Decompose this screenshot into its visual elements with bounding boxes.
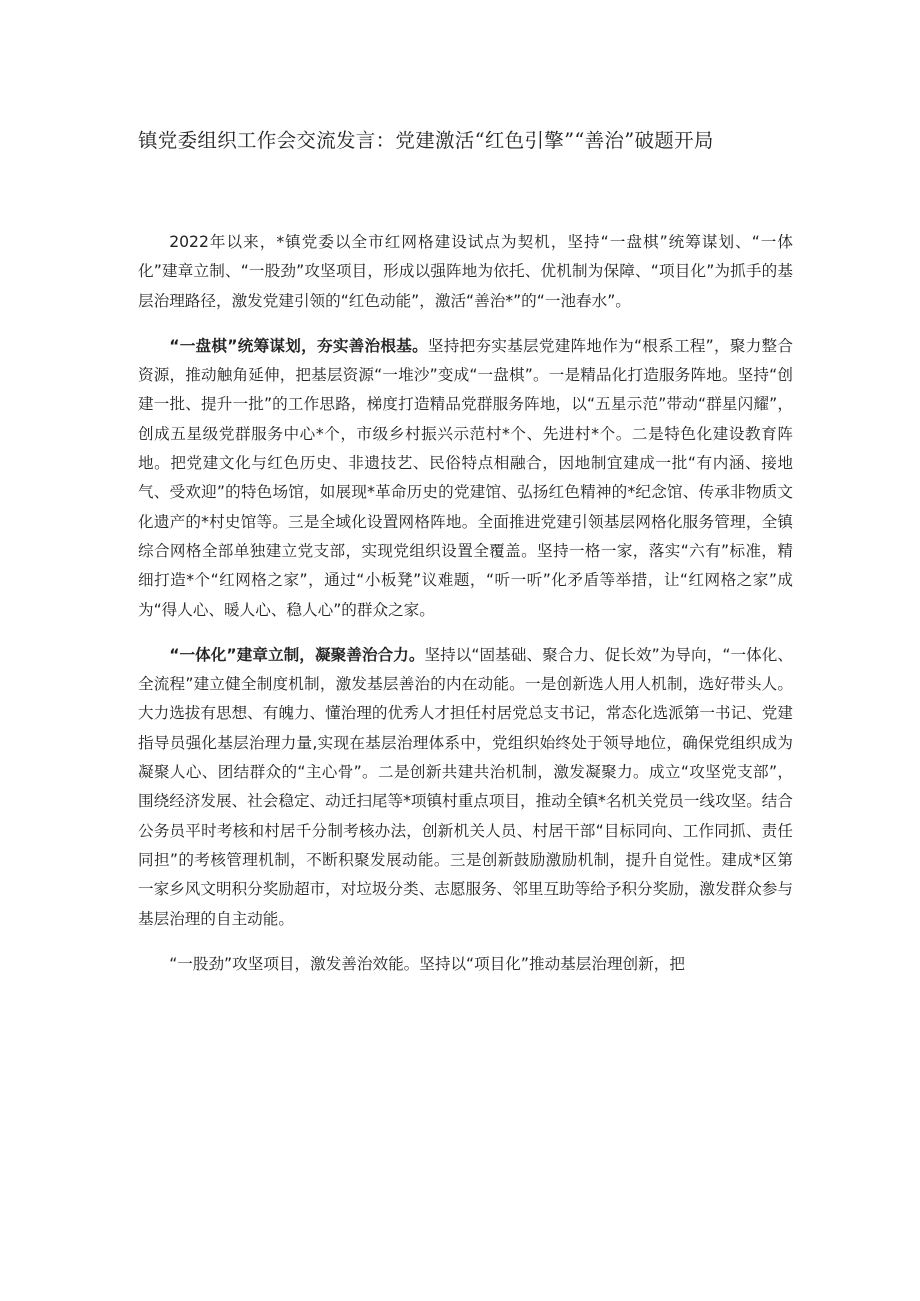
document-body [138,228,793,995]
paragraph-section-2 [138,641,793,934]
document-title: 镇党委组织工作会交流发言：党建激活“红色引擎”“善治”破题开局 [138,129,714,152]
paragraph-section-1 [138,332,793,625]
paragraph-text: 坚持把夯实基层党建阵地作为“根系工程”，聚力整合资源，推动触角延伸，把基层资源“一堆沙”变成“一盘棋”。一是精品化打造服务阵地。坚持“创建一批、提升一批”的工作思路，梯度打造精品党群服务阵地，以“五星示范”带动“群星闪耀”，创成五星级党群服务中心*个，市级乡村振兴示范村*个、先进村*个。二是特色化建设教育阵地。把党建文化与红色历史、非遗技艺、民俗特点相融合，因地制宜建成一批“有内涵、接地气、受欢迎”的特色场馆，如展现*革命历史的党建馆、弘扬红色精神的*纪念馆、传承非物质文化遗产的*村史馆等。三是全域化设置网格阵地。全面推进党建引领基层网格化服务管理，全镇综合网格全部单独建立党支部，实现党组织设置全覆盖。坚持一格一家，落实“六有”标准，精细打造*个“红网格之家”，通过“小板凳”议难题，“听一听”化矛盾等举措，让“红网格之家”成为“得人心、暖人心、稳人心”的群众之家。 [138,336,793,619]
paragraph-section-3 [138,950,793,979]
paragraph-lead: “一体化”建章立制，凝聚善治合力。 [169,645,425,664]
paragraph-text: 2022年以来，*镇党委以全市红网格建设试点为契机，坚持“一盘棋”统筹谋划、“一体化”建章立制、“一股劲”攻坚项目，形成以强阵地为依托、优机制为保障、“项目化”为抓手的基层治理路径，激发党建引领的“红色动能”，激活“善治*”的“一池春水”。 [138,233,793,310]
paragraph-lead: “一盘棋”统筹谋划，夯实善治根基。 [169,336,428,355]
paragraph-text: “一股劲”攻坚项目，激发善治效能。坚持以“项目化”推动基层治理创新，把 [169,954,685,973]
paragraph-text: 坚持以“固基础、聚合力、促长效”为导向，“一体化、全流程”建立健全制度机制，激发基层善治的内在动能。一是创新选人用人机制，选好带头人。大力选拔有思想、有魄力、懂治理的优秀人才担任村居党总支书记，常态化选派第一书记、党建指导员强化基层治理力量,实现在基层治理体系中，党组织始终处于领导地位，确保党组织成为凝聚人心、团结群众的“主心骨”。二是创新共建共治机制，激发凝聚力。成立“攻坚党支部”，围绕经济发展、社会稳定、动迁扫尾等*项镇村重点项目，推动全镇*名机关党员一线攻坚。结合公务员平时考核和村居千分制考核办法，创新机关人员、村居干部“目标同向、工作同抓、责任同担”的考核管理机制，不断积聚发展动能。三是创新鼓励激励机制，提升自觉性。建成*区第一家乡风文明积分奖励超市，对垃圾分类、志愿服务、邻里互助等给予积分奖励，激发群众参与基层治理的自主动能。 [138,645,793,928]
paragraph-intro [138,228,793,316]
